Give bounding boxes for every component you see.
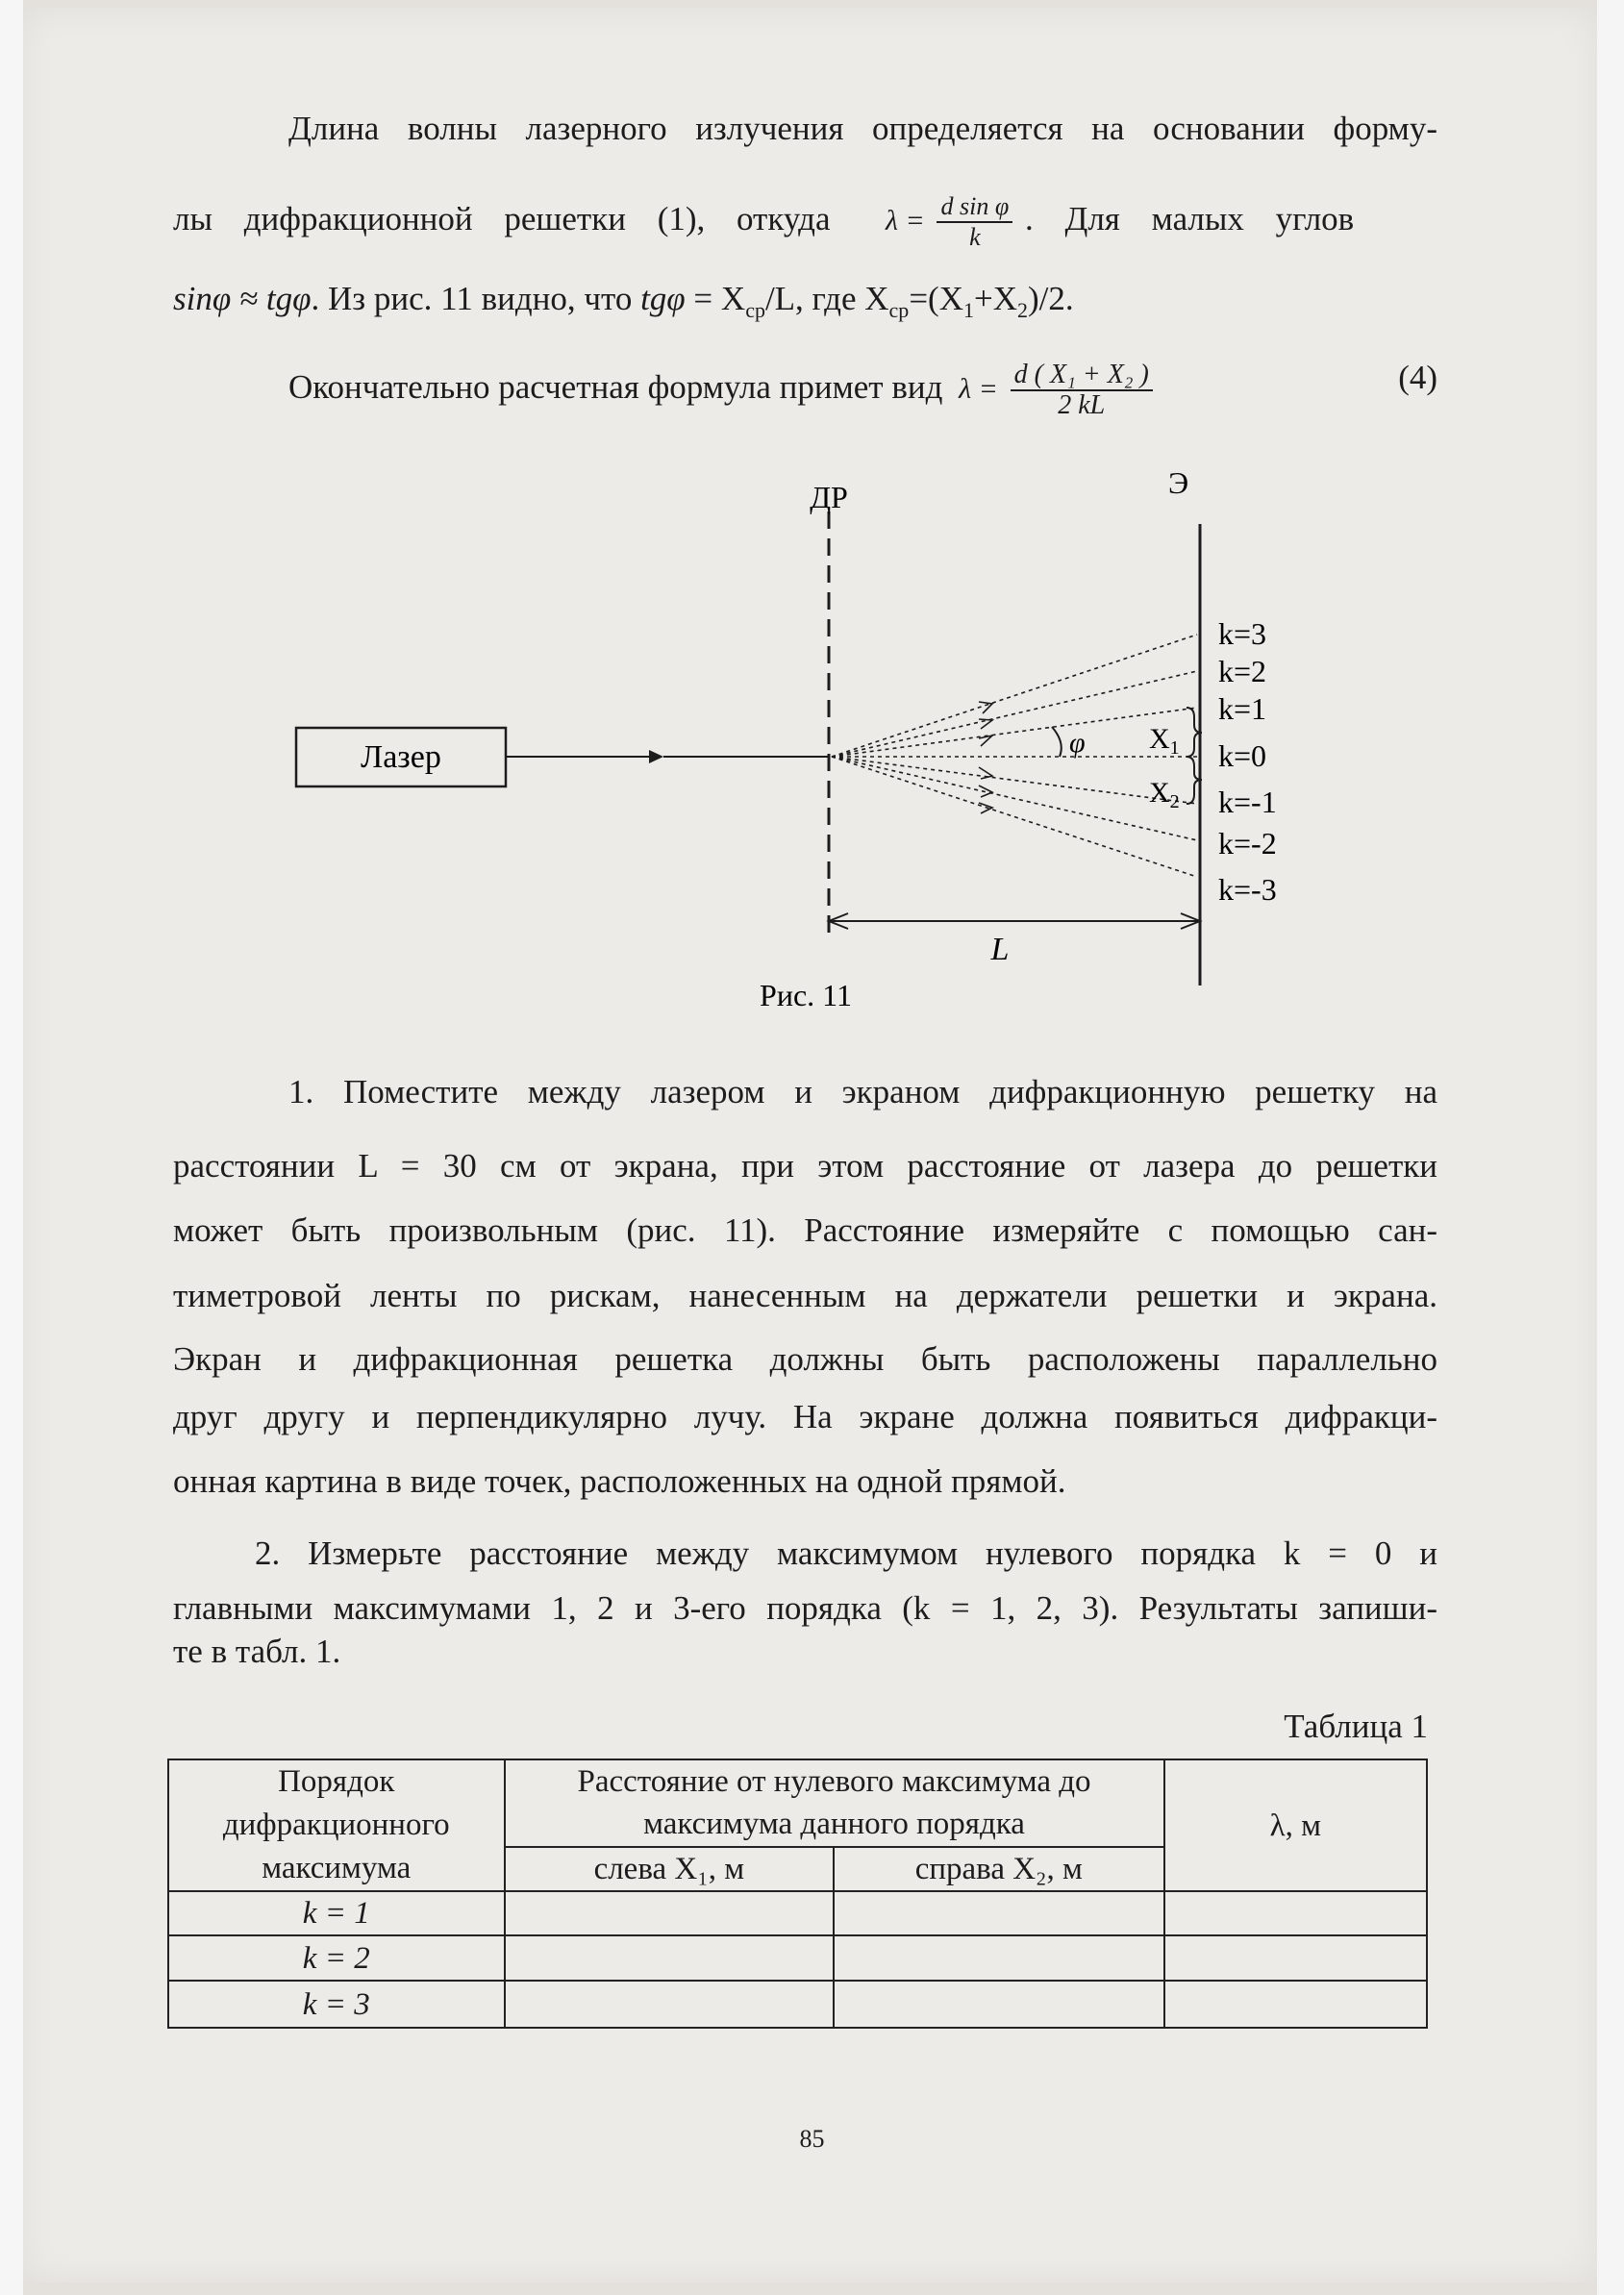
grating-label: ДР	[810, 480, 848, 514]
text-line: тиметровой ленты по рискам, нанесенным на держатели решетки и экрана.	[173, 1277, 1437, 1314]
angle-arc	[1052, 727, 1062, 757]
text-span: . Для малых углов	[1024, 200, 1355, 238]
table-title: Таблица 1	[1284, 1708, 1428, 1745]
header-text: Расстояние от нулевого максимума до	[577, 1764, 1091, 1800]
lambda-symbol: λ =	[959, 373, 998, 406]
ray-km2	[832, 757, 1197, 840]
header-text: дифракционного	[222, 1808, 450, 1842]
row-label: k = 3	[168, 1981, 505, 2028]
fraction	[937, 192, 1012, 252]
fraction-denominator: 2 kL	[1058, 390, 1106, 420]
text-line: может быть произвольным (рис. 11). Расстояние измеряйте с помощью сан-	[173, 1211, 1437, 1249]
cell-left[interactable]	[505, 1891, 835, 1935]
x2-subscript: 2	[1169, 791, 1180, 812]
ray-arrowheads	[979, 702, 992, 813]
diffraction-diagram	[279, 461, 1317, 1019]
order-label: k=1	[1218, 691, 1267, 726]
text-span: /L, где X	[764, 280, 889, 317]
text-line: главными максимумами 1, 2 и 3-его порядка (k = 1, 2, 3). Результаты запиши-	[173, 1589, 1437, 1627]
table-row	[168, 1935, 1427, 1981]
text-span: tgφ	[640, 280, 686, 317]
header-left: слева X₁, м	[505, 1847, 835, 1891]
diffraction-rays	[832, 635, 1197, 877]
page-edge-left	[0, 0, 23, 2295]
header-right: справа X₂, м	[834, 1847, 1163, 1891]
text-span: sinφ ≈ tgφ	[173, 280, 312, 317]
x1-label	[1149, 723, 1180, 759]
ray-k1	[832, 708, 1197, 757]
ray-km1	[832, 757, 1197, 804]
text-span: = X	[685, 280, 746, 317]
order-label: k=0	[1218, 738, 1267, 773]
order-label: k=-1	[1218, 785, 1277, 819]
text-line: расстоянии L = 30 см от экрана, при этом расстояние от лазера до решетки	[173, 1147, 1437, 1185]
order-label: k=3	[1218, 616, 1267, 651]
table-row	[168, 1891, 1427, 1935]
cell-left[interactable]	[505, 1981, 835, 2028]
text-line: Длина волны лазерного излучения определяется на основании форму-	[288, 110, 1437, 147]
header-distance	[505, 1759, 1164, 1847]
subscript: ср	[888, 298, 910, 322]
text-line	[173, 282, 1437, 327]
subscript: 1	[962, 298, 974, 322]
cell-left[interactable]	[505, 1935, 835, 1981]
text-line: друг другу и перпендикулярно лучу. На экране должна появиться дифракци-	[173, 1398, 1437, 1435]
text-span: . Из рис. 11 видно, что	[311, 280, 633, 317]
text-span: )/2.	[1028, 280, 1074, 317]
cell-lambda[interactable]	[1164, 1981, 1427, 2028]
phi-label: φ	[1069, 727, 1086, 759]
subscript: 2	[1017, 298, 1028, 322]
data-table	[167, 1759, 1428, 2029]
fraction	[1011, 361, 1153, 420]
distance-label: L	[990, 932, 1010, 967]
row-label: k = 2	[168, 1935, 505, 1981]
fraction-denominator: k	[969, 223, 981, 251]
text-line: Экран и дифракционная решетка должны быть расположены параллельно	[173, 1340, 1437, 1378]
text-line: 2. Измерьте расстояние между максимумом нулевого порядка k = 0 и	[255, 1534, 1437, 1572]
order-label: k=-2	[1218, 826, 1277, 861]
header-text: максимума	[262, 1851, 412, 1885]
order-label: k=-3	[1218, 872, 1277, 907]
cell-right[interactable]	[834, 1935, 1163, 1981]
cell-lambda[interactable]	[1164, 1935, 1427, 1981]
text-line: те в табл. 1.	[173, 1633, 341, 1670]
text-line-formula	[288, 361, 1437, 420]
laser-label: Лазер	[361, 739, 441, 775]
row-label: k = 1	[168, 1891, 505, 1935]
fraction-numerator: d sin φ	[937, 192, 1012, 223]
table-row	[168, 1981, 1427, 2028]
table-header-row	[168, 1759, 1427, 1847]
text-line: онная картина в виде точек, расположенных на одной прямой.	[173, 1462, 1066, 1500]
fraction-numerator: d ( X₁ + X₂ )	[1011, 361, 1153, 391]
screen-label: Э	[1168, 465, 1189, 500]
beam-arrow	[649, 750, 663, 763]
header-text: Порядок	[278, 1764, 395, 1799]
x2-label	[1149, 777, 1180, 812]
cell-lambda[interactable]	[1164, 1891, 1427, 1935]
order-label: k=2	[1218, 654, 1267, 688]
lambda-symbol: λ =	[885, 205, 925, 237]
page-edge-right	[1597, 0, 1624, 2295]
text-line-formula	[173, 192, 1437, 252]
header-order	[168, 1759, 505, 1891]
text-span: Окончательно расчетная формула примет вид	[288, 368, 943, 407]
equation-number: (4)	[1398, 359, 1437, 396]
text-span: +X	[973, 280, 1017, 317]
header-lambda: λ, м	[1164, 1759, 1427, 1891]
figure-caption: Рис. 11	[760, 978, 852, 1012]
text-line: 1. Поместите между лазером и экраном дифракционную решетку на	[288, 1073, 1437, 1110]
x2-letter: X	[1149, 777, 1170, 809]
ray-k2	[832, 671, 1197, 757]
ray-km3	[832, 757, 1197, 877]
cell-right[interactable]	[834, 1981, 1163, 2028]
order-labels	[1218, 616, 1277, 907]
x1-subscript: 1	[1169, 737, 1180, 759]
subscript: ср	[745, 298, 765, 322]
x1-letter: X	[1149, 723, 1170, 755]
ray-k3	[832, 635, 1197, 757]
cell-right[interactable]	[834, 1891, 1163, 1935]
text-span: =(X	[909, 280, 963, 317]
header-text: максимума данного порядка	[643, 1807, 1025, 1842]
text-span: лы дифракционной решетки (1), откуда	[173, 200, 831, 238]
page-number: 85	[799, 2125, 825, 2153]
